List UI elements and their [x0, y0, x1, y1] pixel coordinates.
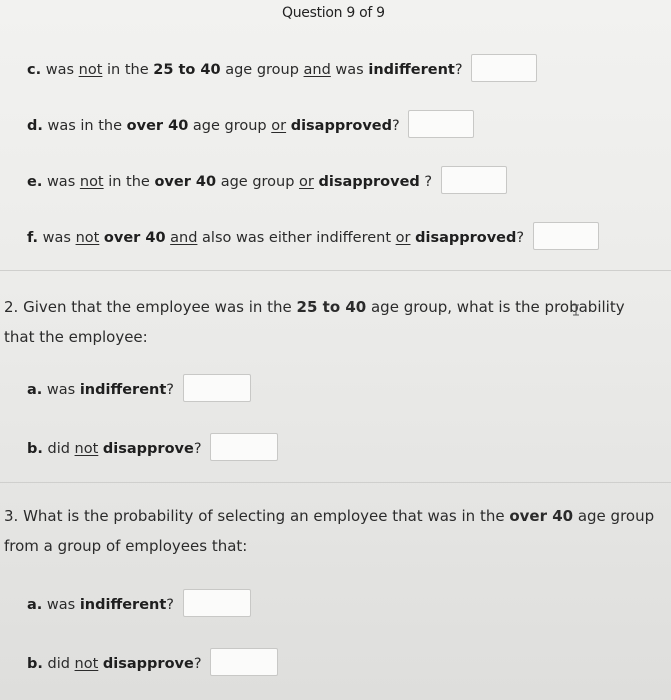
- question-1e: e. was not in the over 40 age group or disapproved ?: [27, 168, 507, 196]
- question-3a: a. was indifferent?: [27, 591, 251, 619]
- answer-input-2b[interactable]: [210, 433, 278, 461]
- answer-input-1f[interactable]: [533, 222, 599, 250]
- question-3b: b. did not disapprove?: [27, 650, 278, 678]
- question-2b: b. did not disapprove?: [27, 435, 278, 463]
- section-divider: [0, 482, 671, 483]
- question-2a: a. was indifferent?: [27, 376, 251, 404]
- item-letter: e.: [27, 174, 43, 190]
- item-letter: f.: [27, 230, 39, 246]
- answer-input-3a[interactable]: [183, 589, 251, 617]
- answer-input-1d[interactable]: [408, 110, 474, 138]
- text-cursor-icon: [571, 304, 581, 316]
- section-divider: [0, 270, 671, 271]
- item-letter: a.: [27, 382, 43, 398]
- question-1f: f. was not over 40 and also was either indifferent or disapproved?: [27, 224, 599, 252]
- item-letter: c.: [27, 62, 42, 78]
- item-letter: b.: [27, 441, 43, 457]
- question-1d: d. was in the over 40 age group or disapproved?: [27, 112, 474, 140]
- question-1c: c. was not in the 25 to 40 age group and was indifferent?: [27, 56, 537, 84]
- item-letter: d.: [27, 118, 43, 134]
- answer-input-1c[interactable]: [471, 54, 537, 82]
- answer-input-3b[interactable]: [210, 648, 278, 676]
- item-letter: a.: [27, 597, 43, 613]
- question-counter: Question 9 of 9: [282, 5, 385, 21]
- question-2-intro: 2. Given that the employee was in the 25 to 40 age group, what is the probability that the employee:: [4, 298, 625, 346]
- answer-input-1e[interactable]: [441, 166, 507, 194]
- question-3-intro: 3. What is the probability of selecting an employee that was in the over 40 age group from a group of employees that:: [4, 507, 655, 555]
- answer-input-2a[interactable]: [183, 374, 251, 402]
- item-letter: b.: [27, 656, 43, 672]
